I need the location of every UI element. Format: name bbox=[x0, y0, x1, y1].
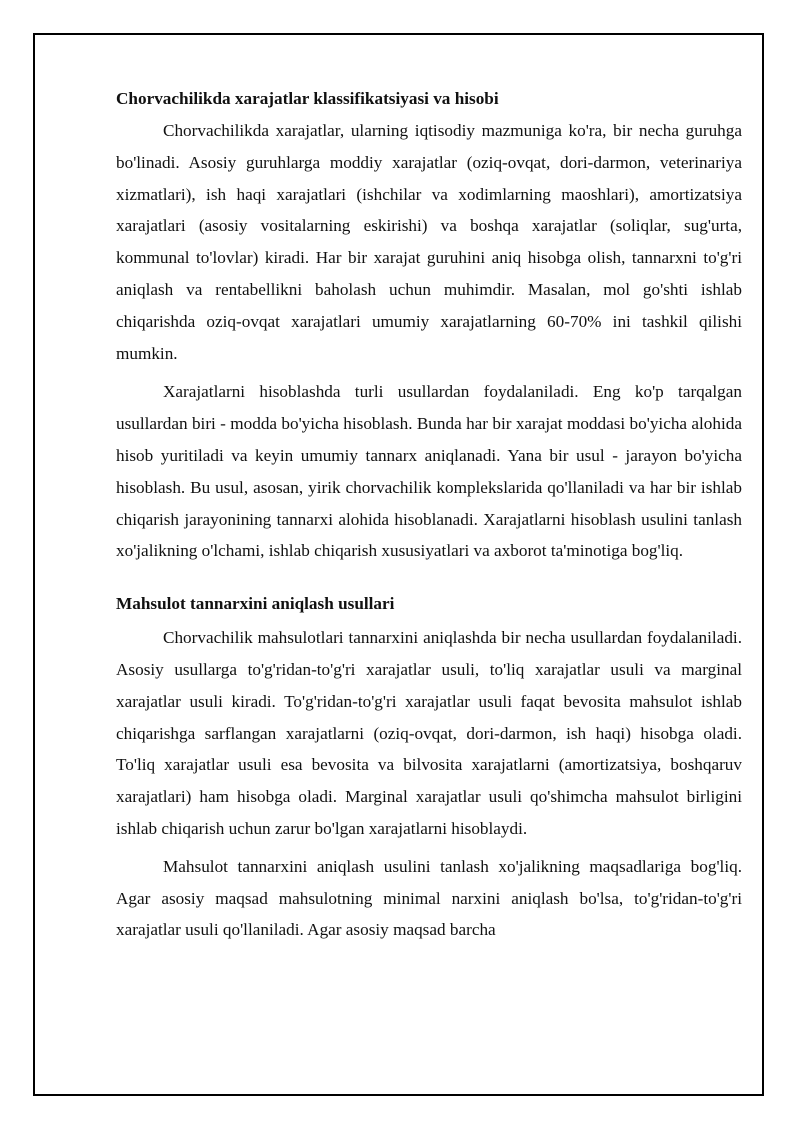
document-body bbox=[116, 84, 742, 946]
paragraph: Chorvachilik mahsulotlari tannarxini aniqlashda bir necha usullardan foydalaniladi. Asosiy usullarga to'g'ridan-to'g'ri xarajatlar usuli, to'liq xarajatlar usuli va marginal xarajatlar usuli kiradi. To'g'ridan-to'g'ri xarajatlar usuli faqat bevosita mahsulot ishlab chiqarishga sarflangan xarajatlarni (oziq-ovqat, dori-darmon, ish haqi) hisobga oladi. To'liq xarajatlar usuli esa bevosita va bilvosita xarajatlarni (amortizatsiya, boshqaruv xarajatlari) ham hisobga oladi. Marginal xarajatlar usuli qo'shimcha mahsulot birligini ishlab chiqarish uchun zarur bo'lgan xarajatlarni hisoblaydi. bbox=[116, 628, 742, 838]
paragraph: Xarajatlarni hisoblashda turli usullardan foydalaniladi. Eng ko'p tarqalgan usullardan biri - modda bo'yicha hisoblash. Bunda har bir xarajat moddasi bo'yicha alohida hisob yuritiladi va keyin umumiy tannarx aniqlanadi. Yana bir usul - jarayon bo'yicha hisoblash. Bu usul, asosan, yirik chorvachilik komplekslarida qo'llaniladi va har bir ishlab chiqarish jarayonining tannarxi alohida hisoblanadi. Xarajatlarni hisoblash usulini tanlash xo'jalikning o'lchami, ishlab chiqarish xususiyatlari va axborot ta'minotiga bog'liq. bbox=[116, 382, 742, 561]
section-heading: Mahsulot tannarxini aniqlash usullari bbox=[116, 594, 395, 614]
paragraph: Chorvachilikda xarajatlar, ularning iqtisodiy mazmuniga ko'ra, bir necha guruhga bo'linadi. Asosiy guruhlarga moddiy xarajatlar (oziq-ovqat, dori-darmon, veterinariya xizmatlari), ish haqi xarajatlari (ishchilar va xodimlarning maoshlari), amortizatsiya xarajatlari (asosiy vositalarning eskirishi) va boshqa xarajatlar (soliqlar, sug'urta, kommunal to'lovlar) kiradi. Har bir xarajat guruhini aniq hisobga olish, tannarxni to'g'ri aniqlash va rentabellikni baholash uchun muhimdir. Masalan, mol go'shti ishlab chiqarishda oziq-ovqat xarajatlari umumiy xarajatlarning 60-70% ini tashkil qilishi mumkin. bbox=[116, 121, 742, 363]
section-heading: Chorvachilikda xarajatlar klassifikatsiyasi va hisobi bbox=[116, 89, 499, 108]
paragraph: Mahsulot tannarxini aniqlash usulini tanlash xo'jalikning maqsadlariga bog'liq. Agar asosiy maqsad mahsulotning minimal narxini aniqlash bo'lsa, to'g'ridan-to'g'ri xarajatlar usuli qo'llaniladi. Agar asosiy maqsad barcha bbox=[116, 856, 742, 940]
